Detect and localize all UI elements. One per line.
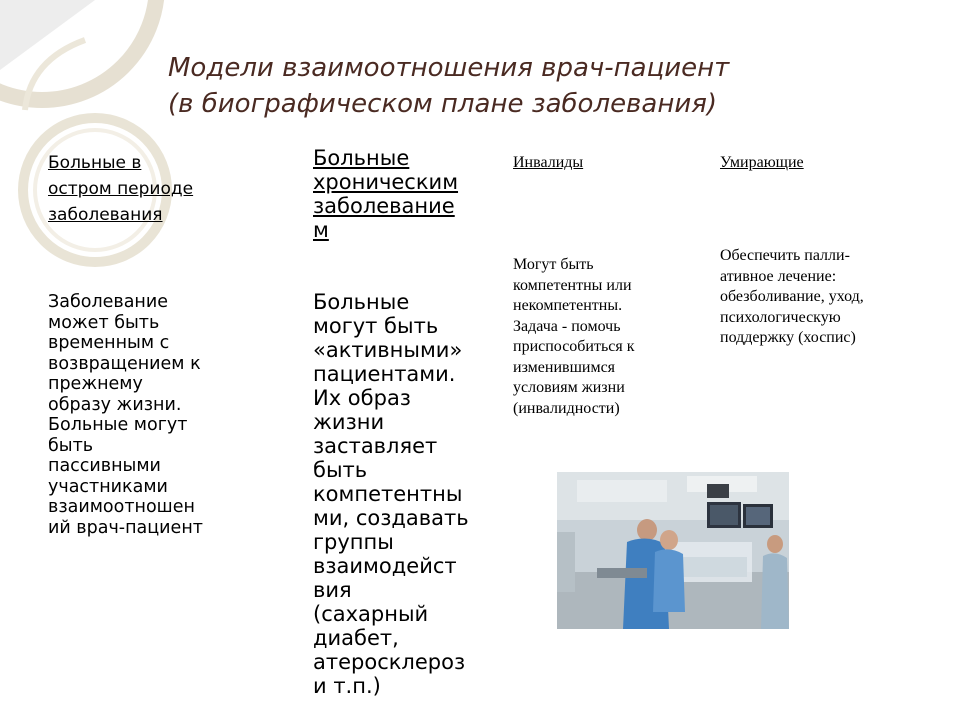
header-line: остром периоде <box>48 179 194 199</box>
header-line: м <box>313 218 329 242</box>
body-line: участниками <box>48 476 168 497</box>
body-line: может быть <box>48 312 160 333</box>
body-line: могут быть <box>313 314 439 338</box>
body-line: возвращением к <box>48 353 201 374</box>
body-line: изменившимся <box>513 358 616 376</box>
body-line: (сахарный <box>313 602 429 626</box>
body-line: пассивными <box>48 456 161 476</box>
body-line: пациентами. <box>313 362 456 386</box>
body-line: жизни <box>313 410 385 434</box>
body-line: обезболивание, уход, <box>720 288 864 305</box>
body-line: поддержку (хоспис) <box>720 329 856 346</box>
title-line-1: Модели взаимоотношения врач-пациент <box>168 53 730 83</box>
body-line: прежнему <box>48 374 143 394</box>
body-line: приспособиться к <box>513 338 635 355</box>
header-line: Больные <box>313 146 410 170</box>
column-4-header <box>720 153 920 173</box>
body-line: Задача - помочь <box>513 317 621 335</box>
body-line: взаимоотношен <box>48 497 195 517</box>
body-line: ий врач-пациент <box>48 517 203 538</box>
page-title <box>168 50 868 122</box>
column-3-body <box>513 255 693 419</box>
body-line: вия <box>313 578 352 602</box>
body-line: и т.п.) <box>313 674 381 698</box>
column-1-body <box>48 292 263 538</box>
header-line: Больные в <box>48 153 142 173</box>
body-line: компетентны <box>313 482 463 506</box>
title-line-2: (в биографическом плане заболевания) <box>168 89 717 119</box>
body-line: Обеспечить палли- <box>720 247 850 264</box>
body-line: Больные могут <box>48 415 188 435</box>
body-line: ми, создавать <box>313 506 469 530</box>
body-line: психологическую <box>720 308 841 326</box>
body-line: быть <box>48 435 94 456</box>
body-line: быть <box>313 458 368 482</box>
body-line: заставляет <box>313 434 438 458</box>
column-4-body <box>720 246 930 349</box>
body-line: ативное лечение: <box>720 267 837 285</box>
body-line: компетентны или <box>513 276 632 294</box>
body-line: группы <box>313 530 394 554</box>
body-line: временным с <box>48 333 170 353</box>
header-line: Умирающие <box>720 154 804 171</box>
body-line: образу жизни. <box>48 394 182 415</box>
header-line: заболевания <box>48 205 163 225</box>
body-line: Заболевание <box>48 292 169 312</box>
header-line: Инвалиды <box>513 154 584 171</box>
column-2-body <box>313 290 493 698</box>
medical-room-photo <box>557 472 789 629</box>
body-line: (инвалидности) <box>513 399 620 417</box>
body-line: некомпетентны. <box>513 297 623 314</box>
body-line: Больные <box>313 290 410 314</box>
header-line: хроническим <box>313 170 459 194</box>
body-line: условиям жизни <box>513 379 625 396</box>
body-line: Могут быть <box>513 256 594 273</box>
body-line: диабет, <box>313 626 399 650</box>
body-line: «активными» <box>313 338 463 362</box>
column-1-header <box>48 150 253 228</box>
column-2-header <box>313 146 498 242</box>
header-line: заболевание <box>313 194 455 218</box>
body-line: Их образ <box>313 386 411 410</box>
body-line: атеросклероз <box>313 650 466 674</box>
column-3-header <box>513 153 693 173</box>
body-line: взаимодейст <box>313 554 457 578</box>
